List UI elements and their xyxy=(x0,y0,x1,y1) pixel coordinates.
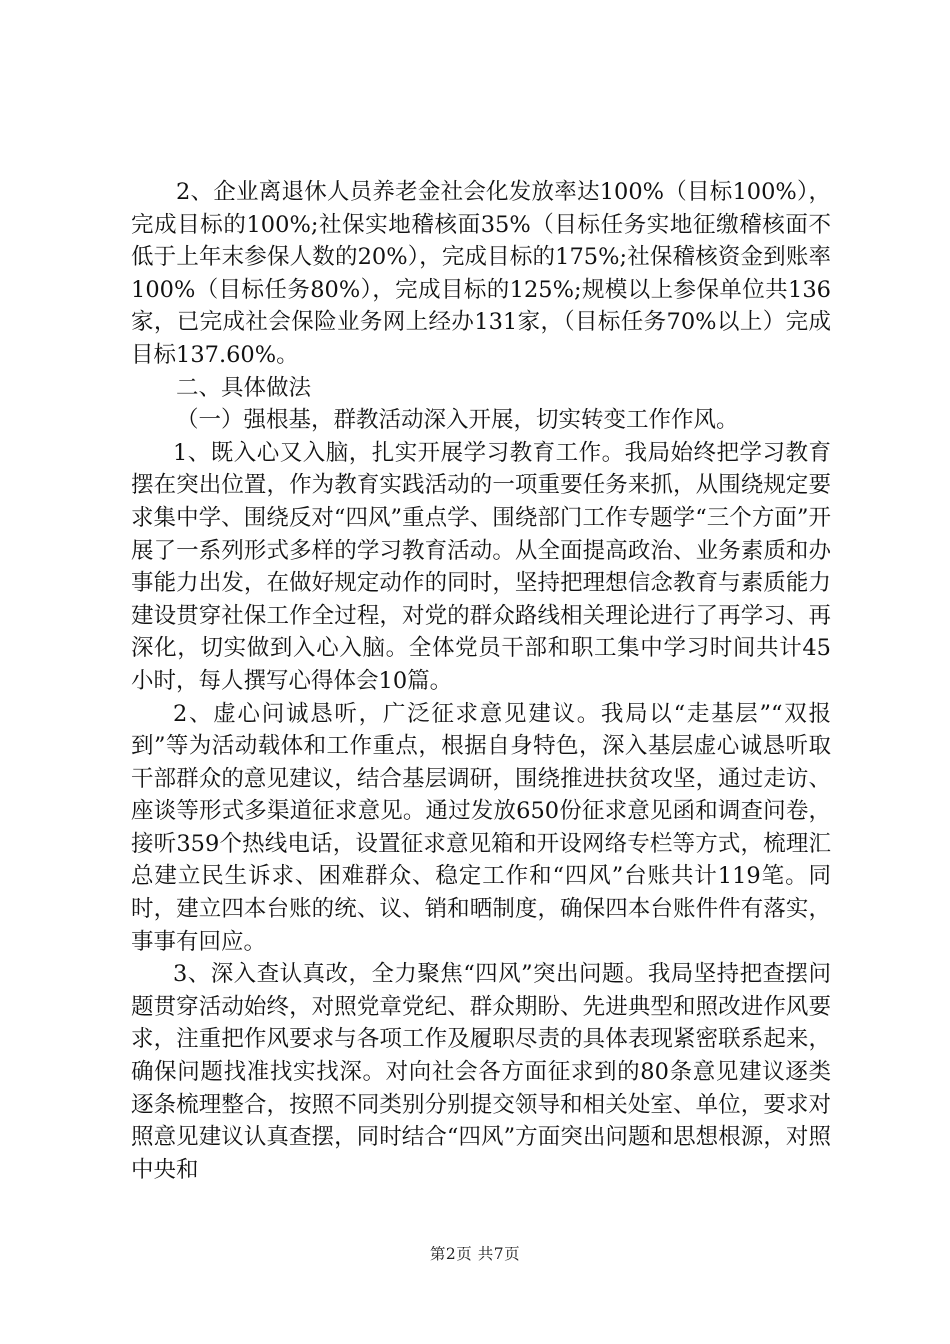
paragraph-learning-education: 1、既入心又入脑，扎实开展学习教育工作。我局始终把学习教育摆在突出位置，作为教育实践活动的一项重要任务来抓，从围绕规定要求集中学、围绕反对“四风”重点学、围绕部门工作专题学“三个方面”开展了一系列形式多样的学习教育活动。从全面提高政治、业务素质和办事能力出发，在做好规定动作的同时，坚持把理想信念教育与素质能力建设贯穿社保工作全过程，对党的群众路线相关理论进行了再学习、再深化，切实做到入心入脑。全体党员干部和职工集中学习时间共计45小时，每人撰写心得体会10篇。 xyxy=(131,439,831,694)
subsection-heading-strengthen-foundation: （一）强根基，群教活动深入开展，切实转变工作作风。 xyxy=(176,407,739,434)
section-heading-specific-methods: 二、具体做法 xyxy=(176,374,312,401)
paragraph-four-winds-problems: 3、深入查认真改，全力聚焦“四风”突出问题。我局坚持把查摆问题贯穿活动始终，对照党章党纪、群众期盼、先进典型和照改进作风要求，注重把作风要求与各项工作及履职尽责的具体表现紧密联系起来，确保问题找准找实找深。对向社会各方面征求到的80条意见建议逐类逐条梳理整合，按照不同类别分别提交领导和相关处室、单位，要求对照意见建议认真查摆，同时结合“四风”方面突出问题和思想根源，对照中央和 xyxy=(131,961,831,1183)
paragraph-targets-summary: 2、企业离退休人员养老金社会化发放率达100%（目标100%），完成目标的100%;社保实地稽核面35%（目标任务实地征缴稽核面不低于上年末参保人数的20%），完成目标的175%;社保稽核资金到账率100%（目标任务80%），完成目标的125%;规模以上参保单位共136家，已完成社会保险业务网上经办131家，（目标任务70%以上）完成目标137.60%。 xyxy=(131,179,831,368)
page-number-footer: 第2页 共7页 xyxy=(429,1245,521,1263)
document-body xyxy=(131,176,831,1186)
paragraph-soliciting-opinions: 2、虚心问诚恳听，广泛征求意见建议。我局以“走基层”“双报到”等为活动载体和工作重点，根据自身特色，深入基层虚心诚恳听取干部群众的意见建议，结合基层调研，围绕推进扶贫攻坚，通过走访、座谈等形式多渠道征求意见。通过发放650份征求意见函和调查问卷，接听359个热线电话，设置征求意见箱和开设网络专栏等方式，梳理汇总建立民生诉求、困难群众、稳定工作和“四风”台账共计119笔。同时，建立四本台账的统、议、销和晒制度，确保四本台账件件有落实，事事有回应。 xyxy=(131,700,831,955)
